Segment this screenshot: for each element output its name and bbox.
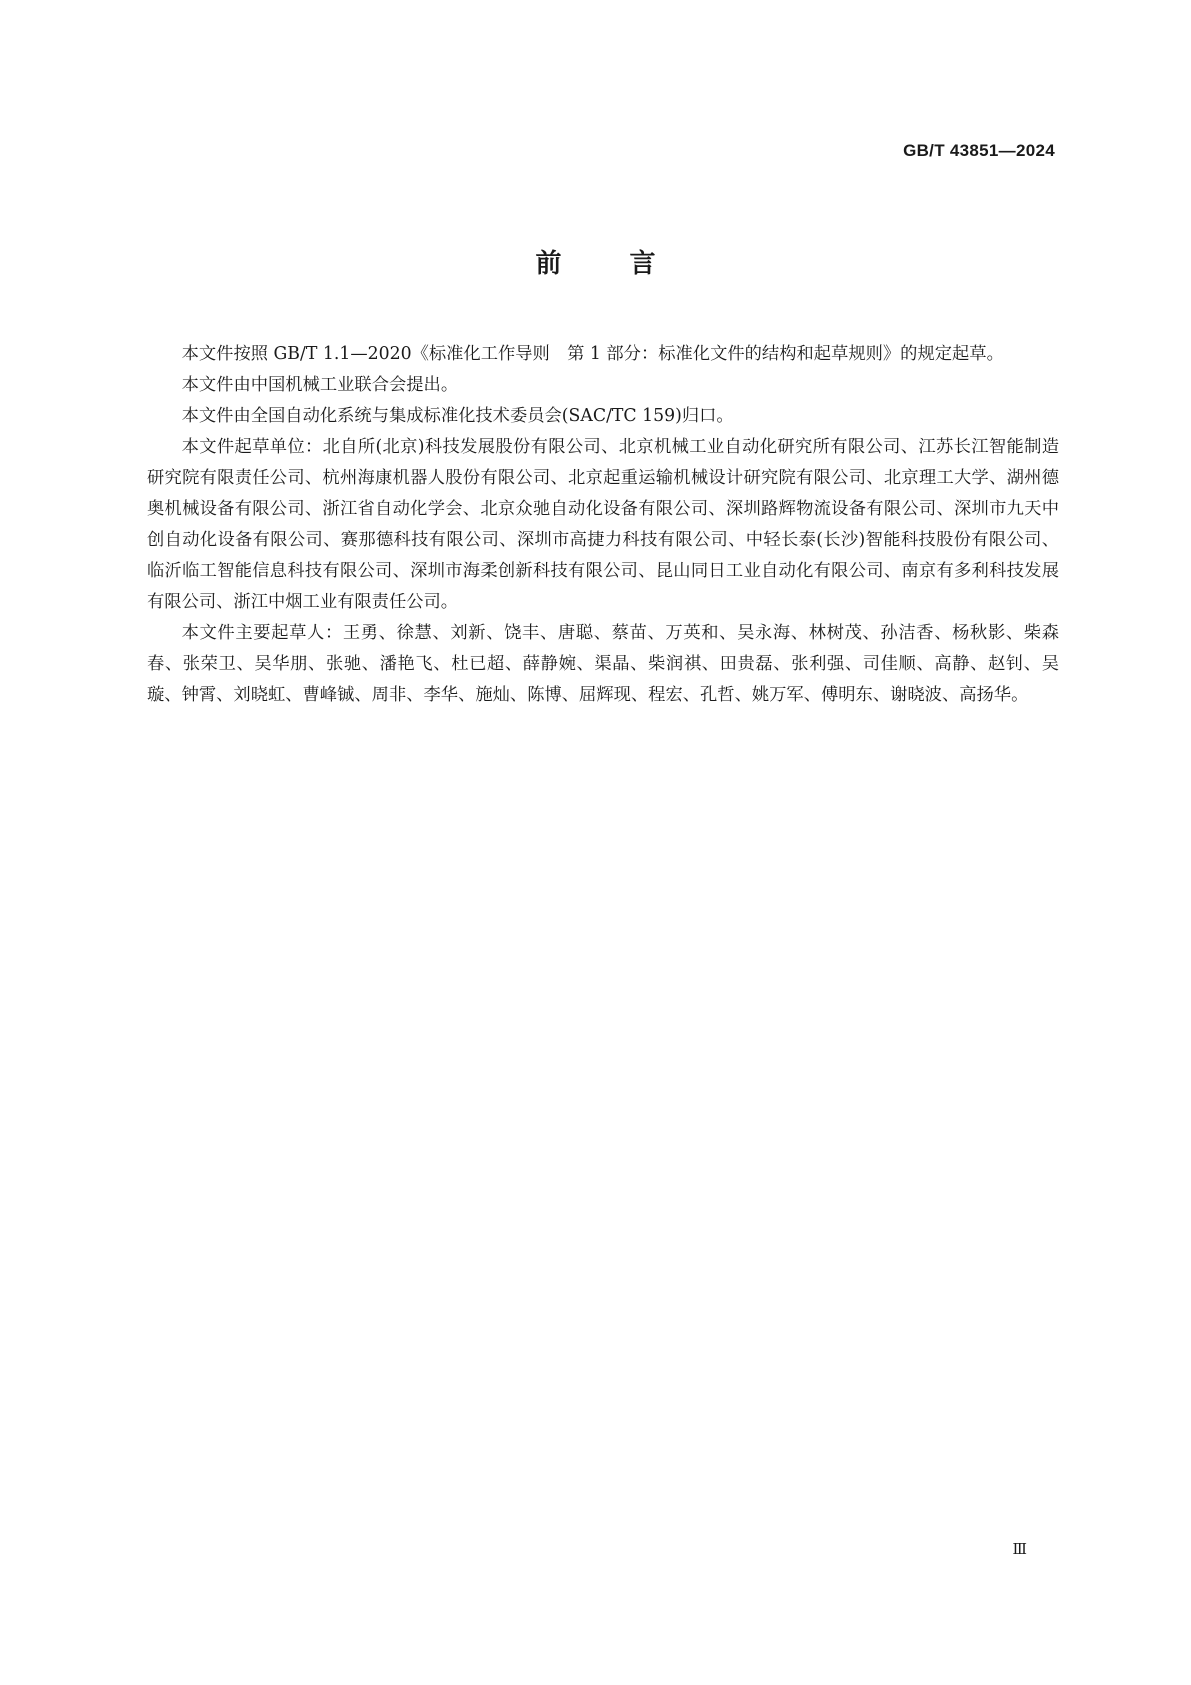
page-title: 前言 — [535, 249, 724, 279]
paragraph-drafting-units: 本文件起草单位：北自所(北京)科技发展股份有限公司、北京机械工业自动化研究所有限公司、江苏长江智能制造研究院有限责任公司、杭州海康机器人股份有限公司、北京起重运输机械设计研究院有限公司、北京理工大学、湖州德奥机械设备有限公司、浙江省自动化学会、北京众驰自动化设备有限公司、深圳路辉物流设备有限公司、深圳市九天中创自动化设备有限公司、赛那德科技有限公司、深圳市高捷力科技有限公司、中轻长泰(长沙)智能科技股份有限公司、临沂临工智能信息科技有限公司、深圳市海柔创新科技有限公司、昆山同日工业自动化有限公司、南京有多利科技发展有限公司、浙江中烟工业有限责任公司。 — [147, 437, 1059, 612]
paragraph-drafting-rules: 本文件按照 GB/T 1.1—2020《标准化工作导则 第 1 部分：标准化文件的结构和起草规则》的规定起草。 — [181, 344, 1004, 364]
standard-code: GB/T 43851—2024 — [903, 141, 1055, 160]
paragraph-proposer: 本文件由中国机械工业联合会提出。 — [181, 375, 459, 395]
paragraph-committee: 本文件由全国自动化系统与集成标准化技术委员会(SAC/TC 159)归口。 — [181, 406, 734, 426]
foreword-body — [147, 339, 1059, 711]
paragraph-drafters: 本文件主要起草人：王勇、徐慧、刘新、饶丰、唐聪、蔡苗、万英和、吴永海、林树茂、孙洁香、杨秋影、柴森春、张荣卫、吴华朋、张驰、潘艳飞、杜已超、薛静婉、渠晶、柴润祺、田贵磊、张利强、司佳顺、高静、赵钊、吴璇、钟霄、刘晓虹、曹峰铖、周非、李华、施灿、陈博、屈辉现、程宏、孔哲、姚万军、傅明东、谢晓波、高扬华。 — [147, 623, 1059, 705]
page-number: Ⅲ — [1012, 1542, 1027, 1558]
